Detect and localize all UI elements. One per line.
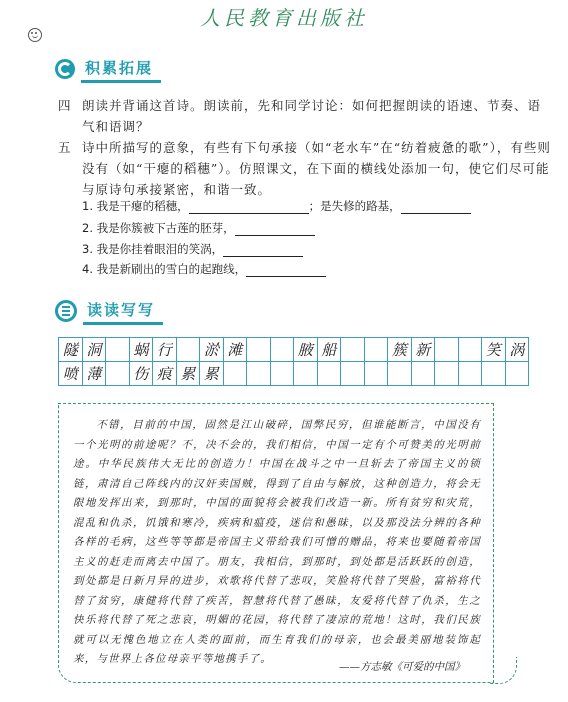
grid-cell	[271, 362, 295, 386]
grid-cell: 新	[412, 338, 436, 362]
grid-cell	[224, 362, 248, 386]
publisher-logo: 人民教育出版社	[200, 6, 368, 30]
passage-paragraph: 不错，目前的中国，固然是江山破碎，国弊民穷，但谁能断言，中国没有一个光明的前途呢？不，决不会的，我们相信，中国一定有个可赞美的光明前途。中华民族伟大无比的创造力！中国在战斗之中一旦斩去了帝国主义的锁链，肃清自己阵线内的汉奸卖国贼，得到了自由与解放，这种创造力，将会无限地发挥出来，到那时，中国的面貌将会被我们改造一新。所有贫穷和灾荒，混乱和仇杀，饥饿和寒冷，疾病和瘟疫，迷信和愚昧，以及那没法分辨的各种各样的毛病，这些等等都是帝国主义带给我们可憎的赠品，将来也要随着帝国主义的赶走而离去中国了。朋友，我相信，到那时，到处都是活跃跃的创造，到处都是日新月异的进步，欢歌将代替了悲叹，笑脸将代替了哭脸，富裕将代替了贫穷，康健将代替了疾苦，智慧将代替了愚昧，友爱将代替了仇杀，生之快乐将代替了死之悲哀，明媚的花园，将代替了凄凉的荒地！这时，我们民族就可以无愧色地立在人类的面前，而生育我们的母亲，也会最美丽地装饰起来，与世界上各位母亲平等地携手了。	[73, 419, 481, 665]
grid-cell	[106, 362, 130, 386]
fill-item-text: 3. 我是你挂着眼泪的笑涡，	[82, 242, 224, 256]
grid-cell	[341, 362, 365, 386]
grid-cell: 蜗	[130, 338, 154, 362]
grid-cell	[341, 338, 365, 362]
grid-cell	[318, 362, 342, 386]
grid-cell	[412, 362, 436, 386]
grid-cell: 累	[177, 362, 201, 386]
grid-cell: 隧	[59, 338, 83, 362]
grid-cell: 淤	[200, 338, 224, 362]
grid-cell: 船	[318, 338, 342, 362]
grid-cell	[365, 362, 389, 386]
question-number: 五	[58, 140, 71, 155]
passage-text	[73, 416, 481, 670]
fill-item-text: 2. 我是你簇被下古莲的胚芽，	[82, 221, 235, 235]
grid-cell	[459, 338, 483, 362]
grid-cell	[482, 362, 506, 386]
grid-cell	[365, 338, 389, 362]
grid-cell: 簇	[388, 338, 412, 362]
reading-passage	[58, 403, 494, 683]
vocabulary-grid	[58, 337, 529, 386]
fill-item-text: 4. 我是新刷出的雪白的起跑线，	[82, 262, 247, 276]
answer-blank[interactable]	[189, 201, 309, 214]
section-list-icon	[55, 300, 77, 322]
section-header-read-write	[55, 298, 155, 324]
grid-cell	[106, 338, 130, 362]
fill-item-text: ；是失修的路基，	[308, 199, 401, 213]
section-header-accumulate	[55, 56, 153, 82]
grid-cell: 涡	[506, 338, 530, 362]
fill-item-4	[82, 261, 326, 277]
question-4	[58, 95, 552, 137]
fill-item-1	[82, 198, 471, 214]
grid-cell	[506, 362, 530, 386]
section-title: 读读写写	[87, 299, 155, 323]
grid-cell	[177, 338, 201, 362]
grid-cell	[247, 362, 271, 386]
grid-cell	[247, 338, 271, 362]
grid-cell: 喷	[59, 362, 83, 386]
fill-item-2	[82, 220, 315, 236]
section-title: 积累拓展	[85, 57, 153, 81]
grid-cell	[435, 338, 459, 362]
grid-cell: 笑	[482, 338, 506, 362]
grid-cell	[271, 338, 295, 362]
answer-blank[interactable]	[246, 264, 326, 277]
grid-cell: 伤	[130, 362, 154, 386]
grid-cell	[388, 362, 412, 386]
grid-cell: 累	[200, 362, 224, 386]
grid-cell: 痕	[153, 362, 177, 386]
answer-blank[interactable]	[401, 201, 471, 214]
section-circle-icon	[55, 59, 75, 79]
grid-cell	[459, 362, 483, 386]
question-text: 朗读并背诵这首诗。朗读前，先和同学讨论：如何把握朗读的语速、节奏、语气和语调？	[82, 98, 542, 134]
smiley-icon	[28, 28, 42, 42]
grid-cell: 腋	[294, 338, 318, 362]
grid-cell	[294, 362, 318, 386]
grid-cell	[435, 362, 459, 386]
question-5	[58, 137, 552, 200]
passage-attribution: ——方志敏《可爱的中国》	[339, 661, 465, 673]
answer-blank[interactable]	[235, 223, 315, 236]
fill-item-text: 1. 我是干瘪的稻穗，	[82, 199, 189, 213]
question-number: 四	[58, 98, 71, 113]
grid-cell: 洞	[83, 338, 107, 362]
grid-cell: 行	[153, 338, 177, 362]
fill-item-3	[82, 241, 303, 257]
answer-blank[interactable]	[223, 244, 303, 257]
grid-cell: 薄	[83, 362, 107, 386]
grid-cell: 滩	[224, 338, 248, 362]
question-text: 诗中所描写的意象，有些有下句承接（如“老水车”在“纺着疲惫的歌”），有些则没有（如“干瘪的稻穗”）。仿照课文，在下面的横线处添加一句，使它们尽可能与原诗句承接紧密，和谐一致。	[82, 140, 551, 197]
